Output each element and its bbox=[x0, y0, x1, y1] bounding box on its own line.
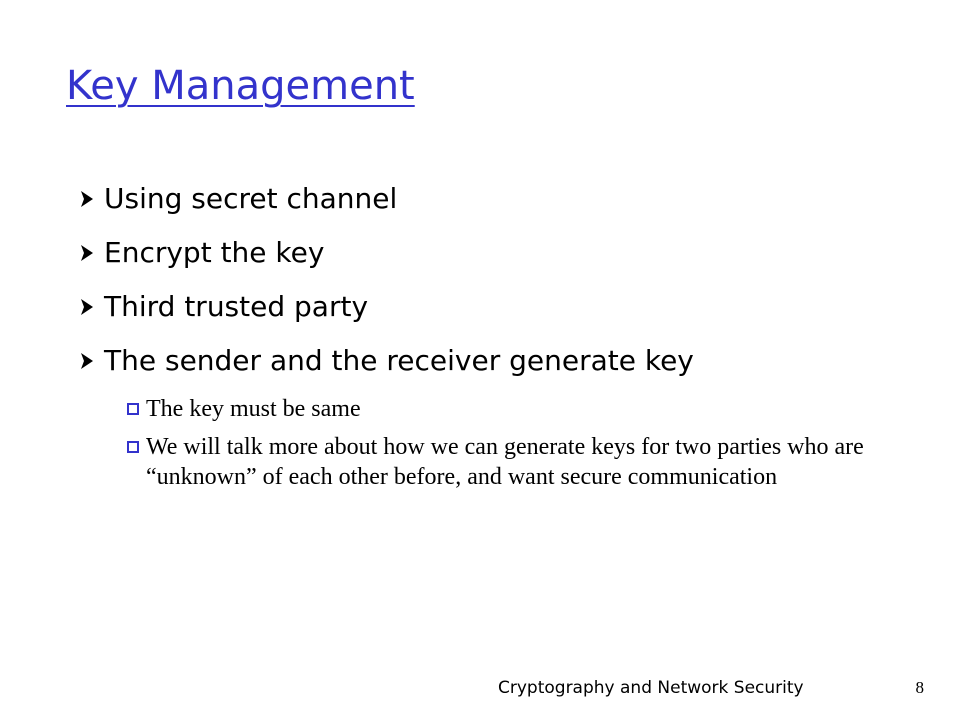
sub-bullet-item bbox=[127, 432, 867, 492]
slide-title: Key Management bbox=[66, 63, 415, 109]
page-number: 8 bbox=[915, 678, 924, 697]
bullet-text: Using secret channel bbox=[104, 182, 398, 215]
sub-bullet-text: The key must be same bbox=[146, 396, 361, 422]
bullet-list bbox=[72, 172, 932, 388]
sub-bullet-item bbox=[127, 394, 867, 424]
square-bullet-icon bbox=[127, 441, 139, 453]
arrow-bullet-icon bbox=[80, 244, 94, 262]
arrow-bullet-icon bbox=[80, 190, 94, 208]
square-bullet-icon bbox=[127, 403, 139, 415]
arrow-bullet-icon bbox=[80, 298, 94, 316]
bullet-item bbox=[72, 334, 932, 388]
bullet-item bbox=[72, 280, 932, 334]
bullet-text: The sender and the receiver generate key bbox=[104, 344, 694, 377]
bullet-item bbox=[72, 172, 932, 226]
bullet-text: Encrypt the key bbox=[104, 236, 325, 269]
footer-title: Cryptography and Network Security bbox=[498, 678, 804, 698]
arrow-bullet-icon bbox=[80, 352, 94, 370]
sub-bullet-list bbox=[127, 394, 867, 500]
bullet-item bbox=[72, 226, 932, 280]
bullet-text: Third trusted party bbox=[104, 290, 369, 323]
sub-bullet-text: We will talk more about how we can generate keys for two parties who are “unknown” of each other before, and want secure communication bbox=[146, 434, 864, 490]
